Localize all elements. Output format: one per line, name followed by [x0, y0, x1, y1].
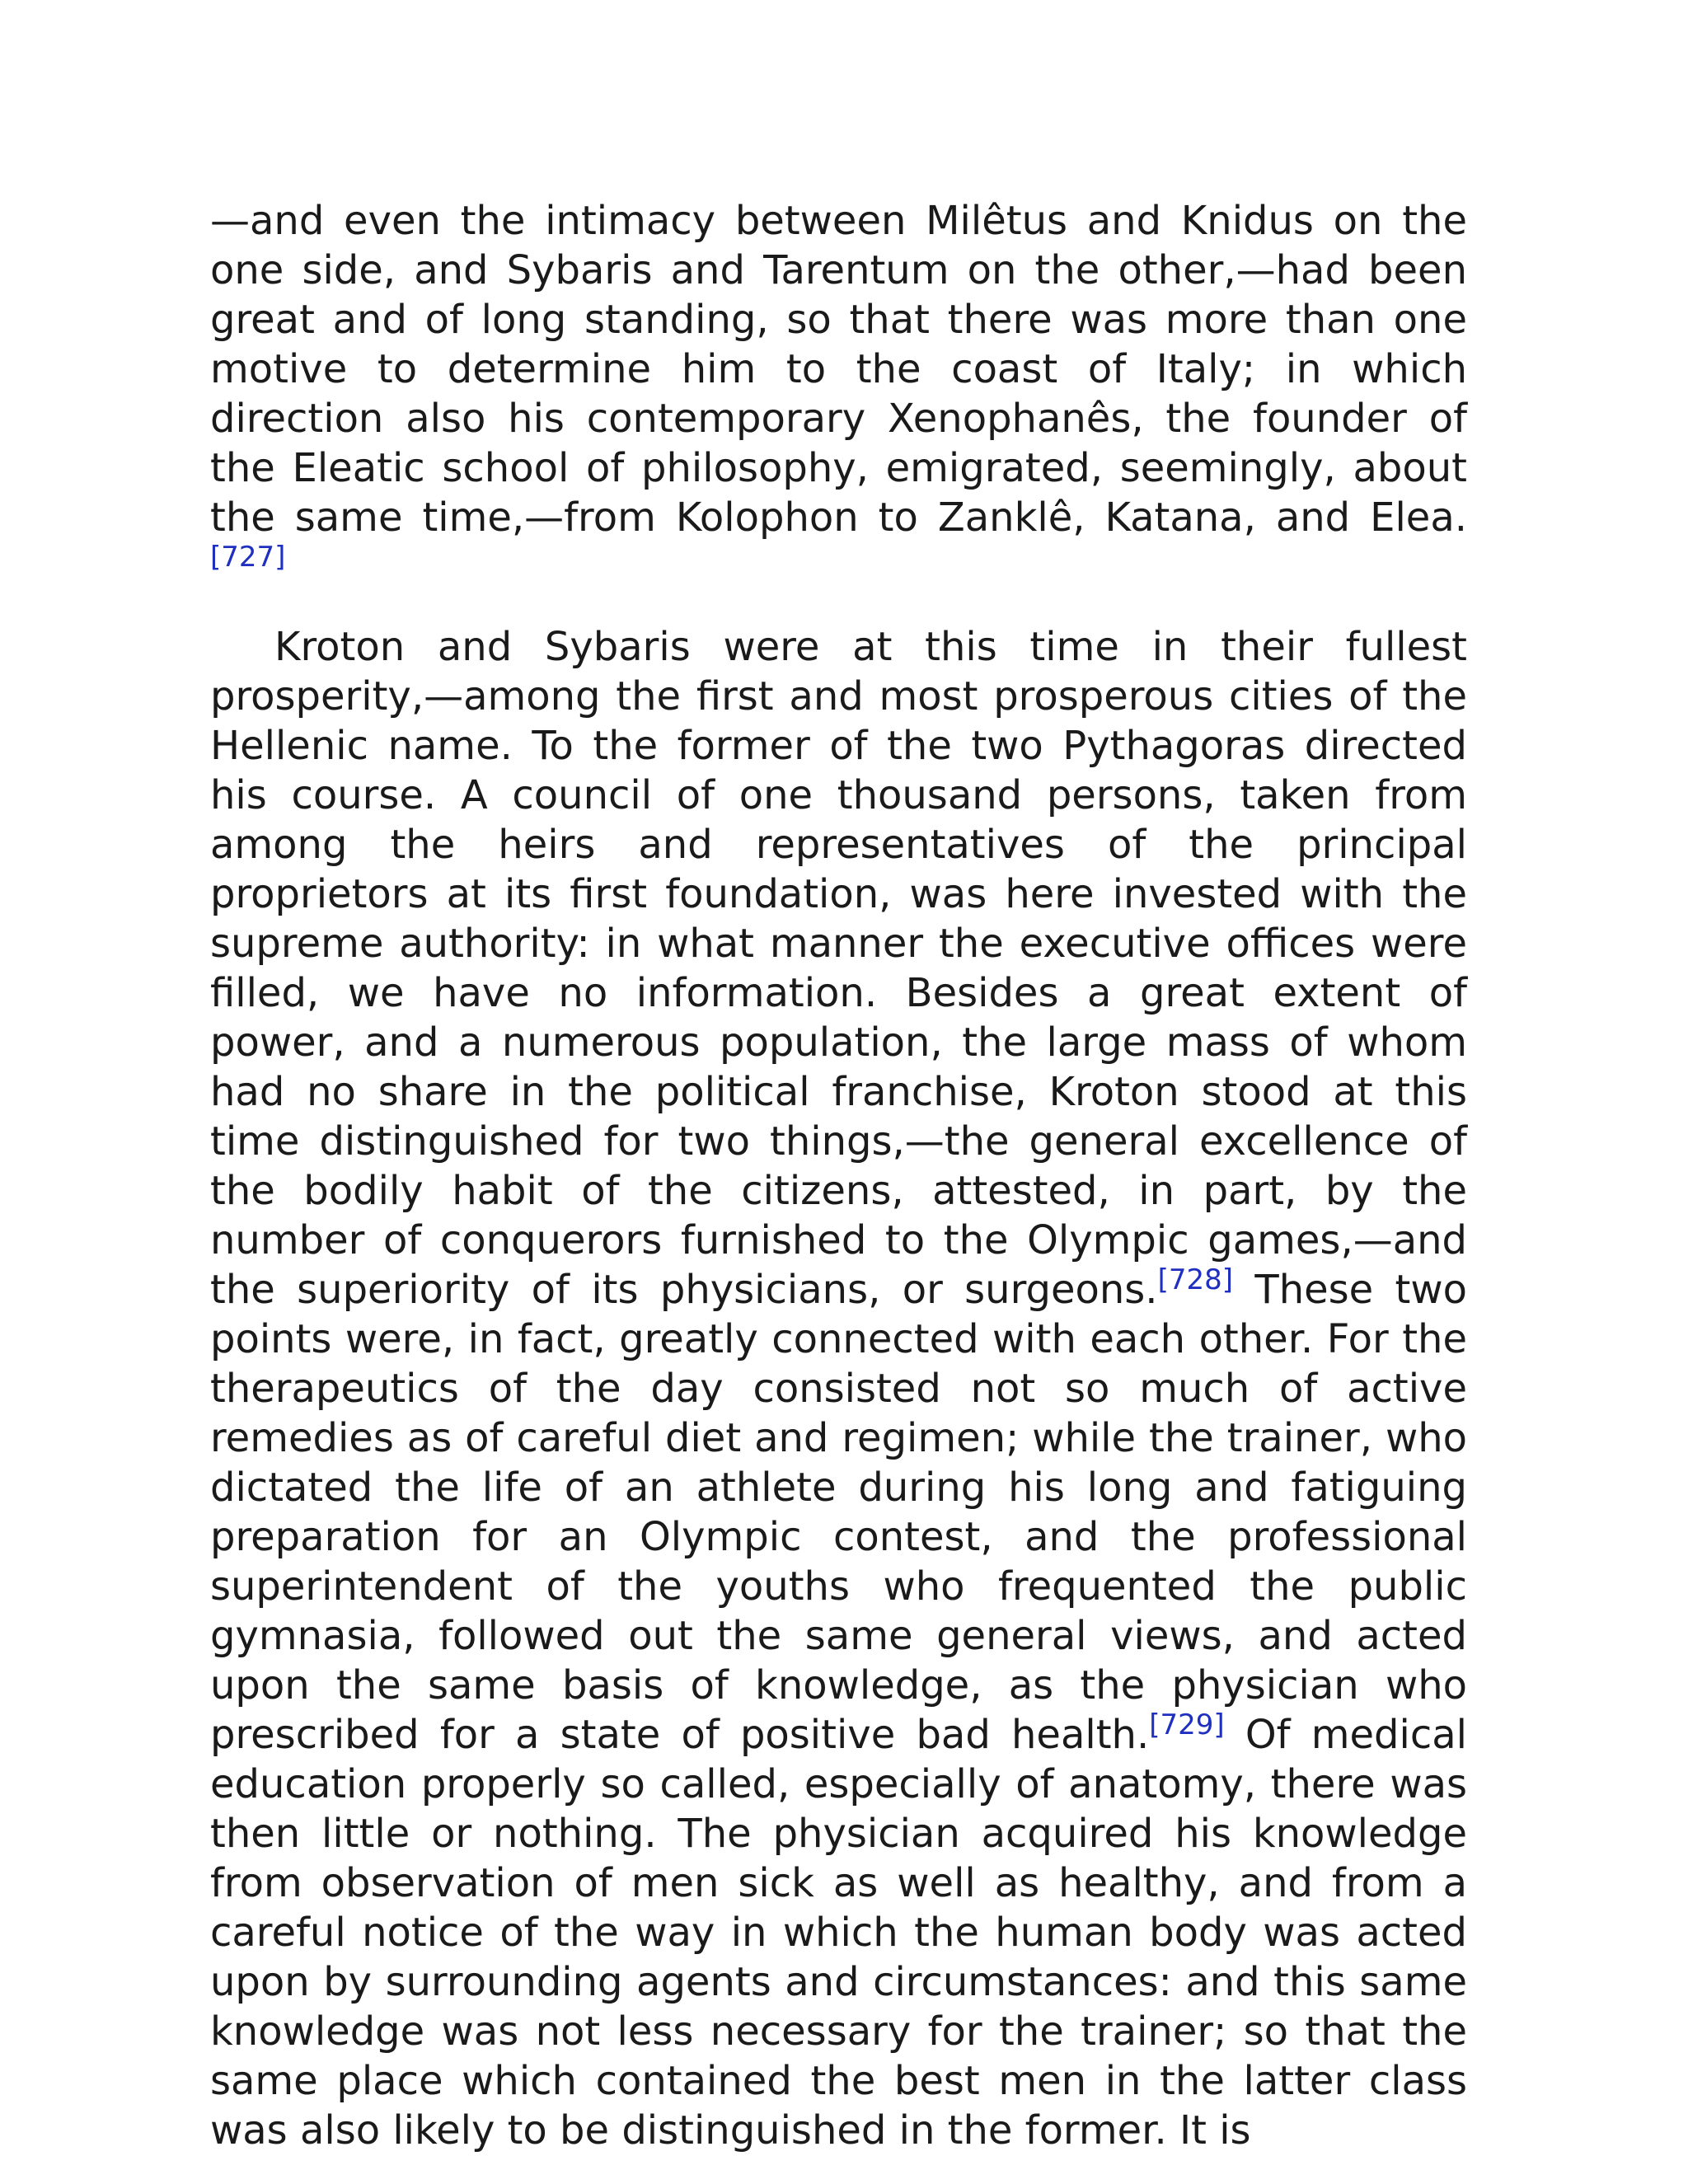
paragraph-text: These two points were, in fact, greatly connected with each other. For the therapeutics of the day consisted not so much of active remedies as of careful diet and regimen; while the trainer, who dictated the life of an athlete during his long and fatiguing preparation for an Olympic contest, and the professional superintendent of the youths who frequented the public gymnasia, followed out the same general views, and acted upon the same basis of knowledge, as the physician who prescribed for a state of positive bad health.: [210, 1267, 1468, 1758]
footnote-link-727[interactable]: [727]: [210, 541, 286, 574]
page-body: [210, 196, 1467, 2155]
paragraph-text: —and even the intimacy between Milêtus and Knidus on the one side, and Sybaris and Tarentum on the other,—had been great and of long standing, so that there was more than one motive to determine him to the coast of Italy; in which direction also his contemporary Xenophanês, the founder of the Eleatic school of philosophy, emigrated, seemingly, about the same time,—from Kolophon to Zanklê, Katana, and Elea.: [210, 198, 1467, 541]
footnote-link-729[interactable]: [729]: [1149, 1708, 1225, 1741]
footnote-link-728[interactable]: [728]: [1157, 1263, 1233, 1296]
paragraph-text: Kroton and Sybaris were at this time in their fullest prosperity,—among the first and most prosperous cities of the Hellenic name. To the former of the two Pythagoras directed his course. A council of one thousand persons, taken from among the heirs and representatives of the principal proprietors at its first foundation, was here invested with the supreme authority: in what manner the executive offices were filled, we have no information. Besides a great extent of power, and a numerous population, the large mass of whom had no share in the political franchise, Kroton stood at this time distinguished for two things,—the general excellence of the bodily habit of the citizens, attested, in part, by the number of conquerors furnished to the Olympic games,—and the superiority of its physicians, or surgeons.: [210, 624, 1467, 1313]
paragraph-1: [210, 196, 1467, 592]
paragraph-2: [210, 622, 1467, 2155]
paragraph-text: Of medical education properly so called, especially of anatomy, there was then little or nothing. The physician acquired his knowledge from observation of men sick as well as healthy, and from a careful notice of the way in which the human body was acted upon by surrounding agents and circumstances: and this same knowledge was not less necessary for the trainer; so that the same place which contained the best men in the latter class was also likely to be distinguished in the former. It is: [210, 1712, 1467, 2154]
